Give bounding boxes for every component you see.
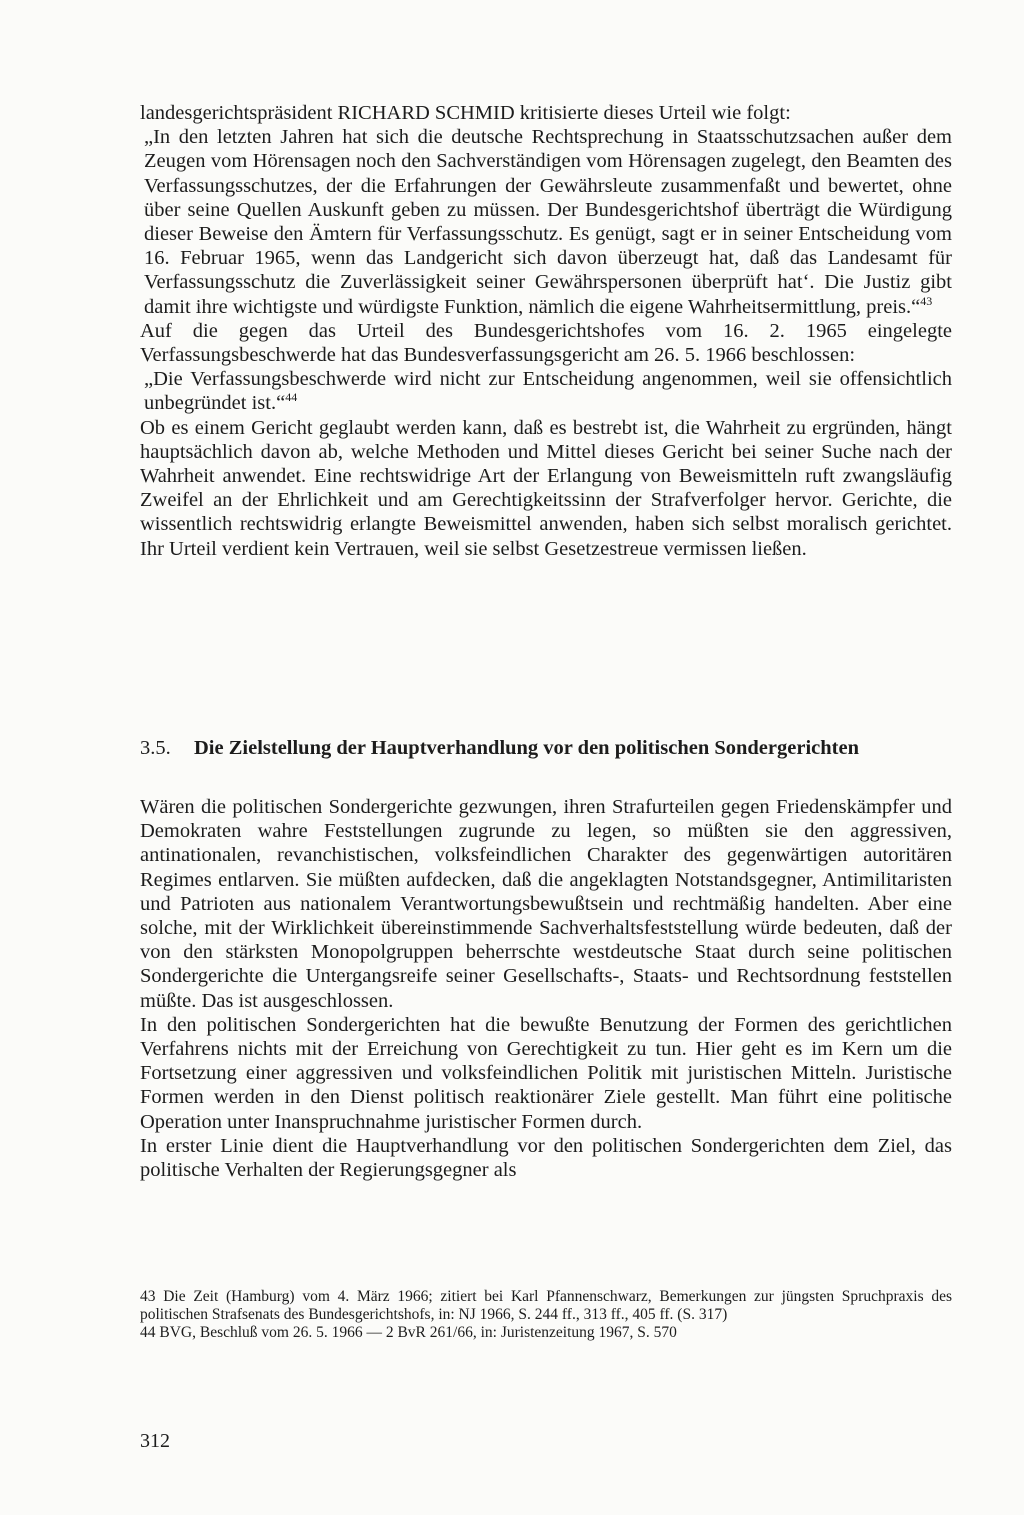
footnote-44: 44 BVG, Beschluß vom 26. 5. 1966 — 2 BvR 261/66, in: Juristenzeitung 1967, S. 570	[140, 1323, 677, 1341]
section-title: Die Zielstellung der Hauptverhandlung vor den politischen Sondergerichten	[194, 737, 859, 759]
bvg-quote-text: „Die Verfassungsbeschwerde wird nicht zur Entscheidung angenommen, weil sie offensichtlich unbegründet ist.“	[144, 368, 952, 415]
section-number: 3.5.	[140, 737, 171, 759]
body-paragraph-1: Wären die politischen Sondergerichte gezwungen, ihren Strafurteilen gegen Friedenskämpfer und Demokraten wahre Feststellungen zugrunde zu legen, so müßten sie den aggressiven, antinationalen, revanchistischen, volksfeindlichen Charakter des gegenwärtigen autoritären Regimes entlarven. Sie müßten aufdecken, daß die angeklagten Notstandsgegner, Antimilitaristen und Patrioten aus nationalem Verantwortungsbewußtsein und rechtmäßig handelten. Aber eine solche, mit der Wirklichkeit übereinstimmende Sachverhaltsfeststellung würde bedeuten, daß der von den stärksten Monopolgruppen beherrschte westdeutsche Staat durch seine politischen Sondergerichte die Untergangsreife seiner Gesellschafts-, Staats- und Rechtsordnung feststellen müßte. Das ist ausgeschlossen.	[140, 796, 952, 1012]
intro-section	[140, 101, 952, 561]
body-paragraph-3: In erster Linie dient die Hauptverhandlung vor den politischen Sondergerichten dem Ziel, das politische Verhalten der Regierungsgegner als	[140, 1134, 952, 1182]
body-paragraph-2: In den politischen Sondergerichten hat die bewußte Benutzung der Formen des gerichtlichen Verfahrens nichts mit der Erreichung von Gerechtigkeit zu tun. Hier geht es im Kern um die Fortsetzung einer aggressiven und volksfeindlichen Politik mit juristischen Mitteln. Juristische Formen werden in den Dienst politisch reaktionärer Ziele gestellt. Man führt eine politische Operation unter Inanspruchnahme juristischer Formen durch.	[140, 1013, 952, 1133]
schmid-quote	[140, 125, 952, 319]
methods-paragraph: Ob es einem Gericht geglaubt werden kann, daß es bestrebt ist, die Wahrheit zu ergründen, hängt hauptsächlich davon ab, welche Methoden und Mittel dieses Gericht bei seiner Suche nach der Wahrheit anwendet. Eine rechtswidrige Art der Erlangung von Beweismitteln ruft zwangsläufig Zweifel an der Ehrlichkeit und am Gerechtigkeitssinn der Strafverfolger hervor. Gerichte, die wissentlich rechtswidrig erlangte Beweismittel anwenden, haben sich selbst moralisch gerichtet. Ihr Urteil verdient kein Vertrauen, weil sie selbst Gesetzestreue vermissen ließen.	[140, 416, 952, 560]
intro-paragraph: landesgerichtspräsident RICHARD SCHMID kritisierte dieses Urteil wie folgt:	[140, 102, 791, 124]
footnotes	[140, 1288, 952, 1341]
page-number: 312	[140, 1430, 170, 1452]
footnote-43: 43 Die Zeit (Hamburg) vom 4. März 1966; zitiert bei Karl Pfannenschwarz, Bemerkungen zur jüngsten Spruchpraxis des politischen Strafsenats des Bundesgerichtshofs, in: NJ 1966, S. 244 ff., 313 ff., 405 ff. (S. 317)	[140, 1288, 952, 1323]
verfassungsbeschwerde-paragraph: Auf die gegen das Urteil des Bundesgerichtshofes vom 16. 2. 1965 eingelegte Verfassungsbeschwerde hat das Bundesverfassungsgericht am 26. 5. 1966 beschlossen:	[140, 319, 952, 367]
schmid-quote-text: „In den letzten Jahren hat sich die deutsche Rechtsprechung in Staatsschutzsachen außer dem Zeugen vom Hörensagen noch den Sachverständigen vom Hörensagen zugelegt, den Beamten des Verfassungsschutzes, der die Erfahrungen der Gewährsleute zusammenfaßt und bewertet, ohne über seine Quellen Auskunft geben zu müssen. Der Bundesgerichtshof überträgt die Würdigung dieser Beweise den Ämtern für Verfassungsschutz. Es genügt, sagt er in seiner Entscheidung vom 16. Februar 1965, wenn das Landgericht sich davon überzeugt hat, daß das Landesamt für Verfassungsschutz die Zuverlässigkeit seiner Gewährspersonen überprüft hat‘. Die Justiz gibt damit ihre wichtigste und würdigste Funktion, nämlich die eigene Wahrheitsermittlung, preis.“	[144, 126, 952, 318]
section-heading	[140, 735, 952, 762]
bvg-quote	[140, 367, 952, 415]
footnote-ref-43: 43	[920, 293, 933, 308]
footnote-ref-44: 44	[285, 390, 298, 405]
body-section	[140, 795, 952, 1182]
